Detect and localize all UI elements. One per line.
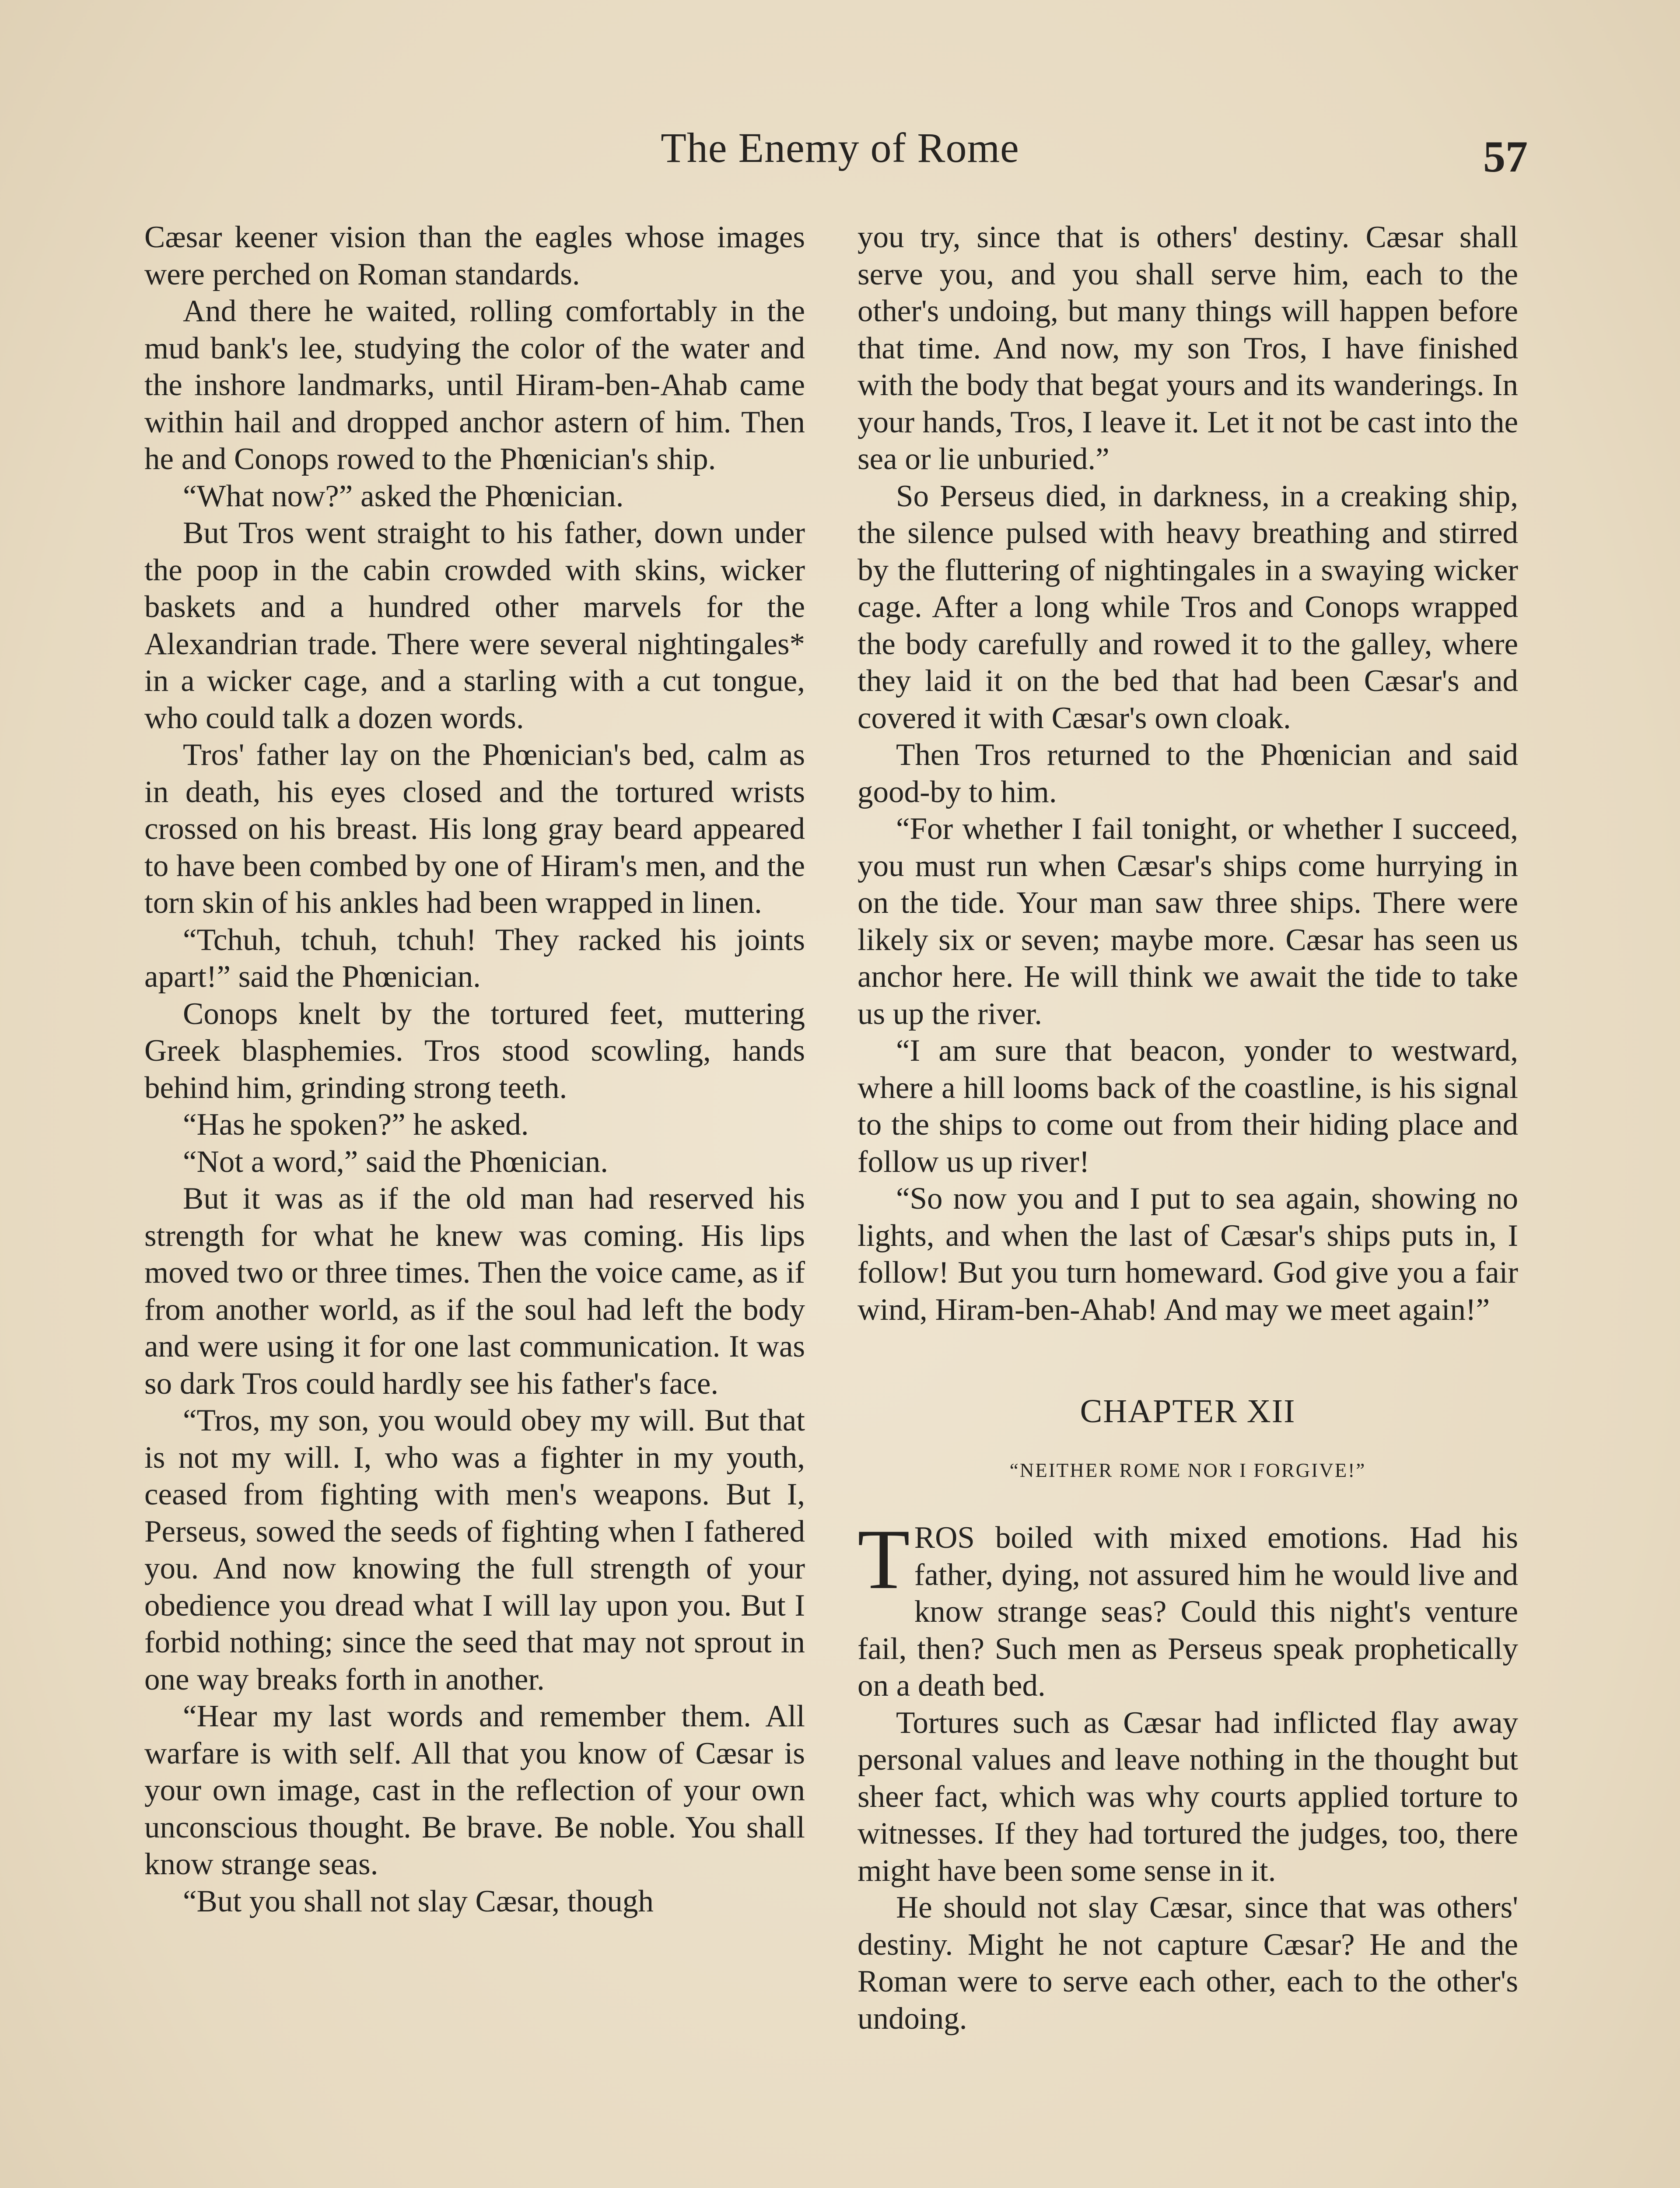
chapter-subtitle: “NEITHER ROME NOR I FORGIVE!” (1009, 1459, 1366, 1481)
paragraph: “But you shall not slay Cæsar, though (183, 1884, 654, 1918)
left-column (144, 219, 805, 1920)
chapter-heading: CHAPTER XII (1080, 1393, 1296, 1430)
paragraph: “Hear my last words and remember them. All warfare is with self. All that you know of Cæsar is your own image, cast in the reflection of your own unconscious thought. Be brave. Be noble. You shall know strange seas. (144, 1699, 805, 1881)
paragraph: Tortures such as Cæsar had inflicted flay away personal values and leave nothing in the thought but sheer fact, which was why courts applied torture to witnesses. If they had tortured the judges, too, there might have been some sense in it. (858, 1705, 1518, 1888)
paragraph: He should not slay Cæsar, since that was others' destiny. Might he not capture Cæsar? He and the Roman were to serve each other, each to the other's undoing. (858, 1890, 1518, 2036)
paragraph: “Tchuh, tchuh, tchuh! They racked his joints apart!” said the Phœnician. (144, 922, 805, 994)
paragraph: Conops knelt by the tortured feet, muttering Greek blasphemies. Tros stood scowling, hands behind him, grinding strong teeth. (144, 996, 805, 1105)
paragraph: But Tros went straight to his father, down under the poop in the cabin crowded with skins, wicker baskets and a hundred other marvels for the Alexandrian trade. There were several nightingales* in a wicker cage, and a starling with a cut tongue, who could talk a dozen words. (144, 516, 805, 735)
paragraph: “Has he spoken?” he asked. (183, 1108, 529, 1142)
paragraph: But it was as if the old man had reserved his strength for what he knew was coming. His lips moved two or three times. Then the voice came, as if from another world, as if the soul had left the body and were using it for one last communication. It was so dark Tros could hardly see his father's face. (144, 1182, 805, 1401)
opening-text: ROS boiled with mixed emotions. Had his father, dying, not assured him he would live and know strange seas? Could this night's venture fail, then? Such men as Perseus speak prophetically on a death bed. (858, 1521, 1518, 1703)
paragraph: Cæsar keener vision than the eagles whose images were perched on Roman standards. (144, 220, 805, 291)
paragraph: “What now?” asked the Phœnician. (183, 479, 624, 513)
paragraph: Tros' father lay on the Phœnician's bed, calm as in death, his eyes closed and the tortured wrists crossed on his breast. His long gray beard appeared to have been combed by one of Hiram's men, and the torn skin of his ankles had been wrapped in linen. (144, 738, 805, 920)
paragraph: “For whether I fail tonight, or whether I succeed, you must run when Cæsar's ships come hurrying in on the tide. Your man saw three ships. There were likely six or seven; maybe more. Cæsar has seen us anchor here. He will think we await the tide to take us up the river. (858, 812, 1518, 1031)
page-number: 57 (1483, 132, 1528, 182)
paragraph: Then Tros returned to the Phœnician and said good-by to him. (858, 738, 1518, 809)
running-title: The Enemy of Rome (661, 124, 1019, 171)
right-column (858, 219, 1518, 2037)
paragraph: “So now you and I put to sea again, showing no lights, and when the last of Cæsar's ships puts in, I follow! But you turn homeward. God give you a fair wind, Hiram-ben-Ahab! And may we meet again!” (858, 1182, 1518, 1327)
paragraph: So Perseus died, in darkness, in a creaking ship, the silence pulsed with heavy breathing and stirred by the fluttering of nightingales in a swaying wicker cage. After a long while Tros and Conops wrapped the body carefully and rowed it to the galley, where they laid it on the bed that had been Cæsar's and covered it with Cæsar's own cloak. (858, 479, 1518, 735)
paragraph: you try, since that is others' destiny. Cæsar shall serve you, and you shall serve him, each to the other's undoing, but many things will happen before that time. And now, my son Tros, I have finished with the body that begat yours and its wanderings. In your hands, Tros, I leave it. Let it not be cast into the sea or lie unburied.” (858, 220, 1518, 476)
paragraph: “I am sure that beacon, yonder to westward, where a hill looms back of the coastline, is his signal to the ships to come out from their hiding place and follow us up river! (858, 1034, 1518, 1179)
paragraph: “Not a word,” said the Phœnician. (183, 1144, 609, 1179)
paragraph: “Tros, my son, you would obey my will. But that is not my will. I, who was a fighter in my youth, ceased from fighting with men's weapons. But I, Perseus, sowed the seeds of fighting when I fathered you. And now knowing the full strength of your obedience you dread what I will lay upon you. But I forbid nothing; since the seed that may not sprout in one way breaks forth in another. (144, 1403, 805, 1697)
paragraph: And there he waited, rolling comfortably in the mud bank's lee, studying the color of the water and the inshore landmarks, until Hiram-ben-Ahab came within hail and dropped anchor astern of him. Then he and Conops rowed to the Phœnician's ship. (144, 294, 805, 476)
drop-cap: T (858, 1512, 910, 1607)
chapter-opening-paragraph (858, 1512, 1518, 1704)
